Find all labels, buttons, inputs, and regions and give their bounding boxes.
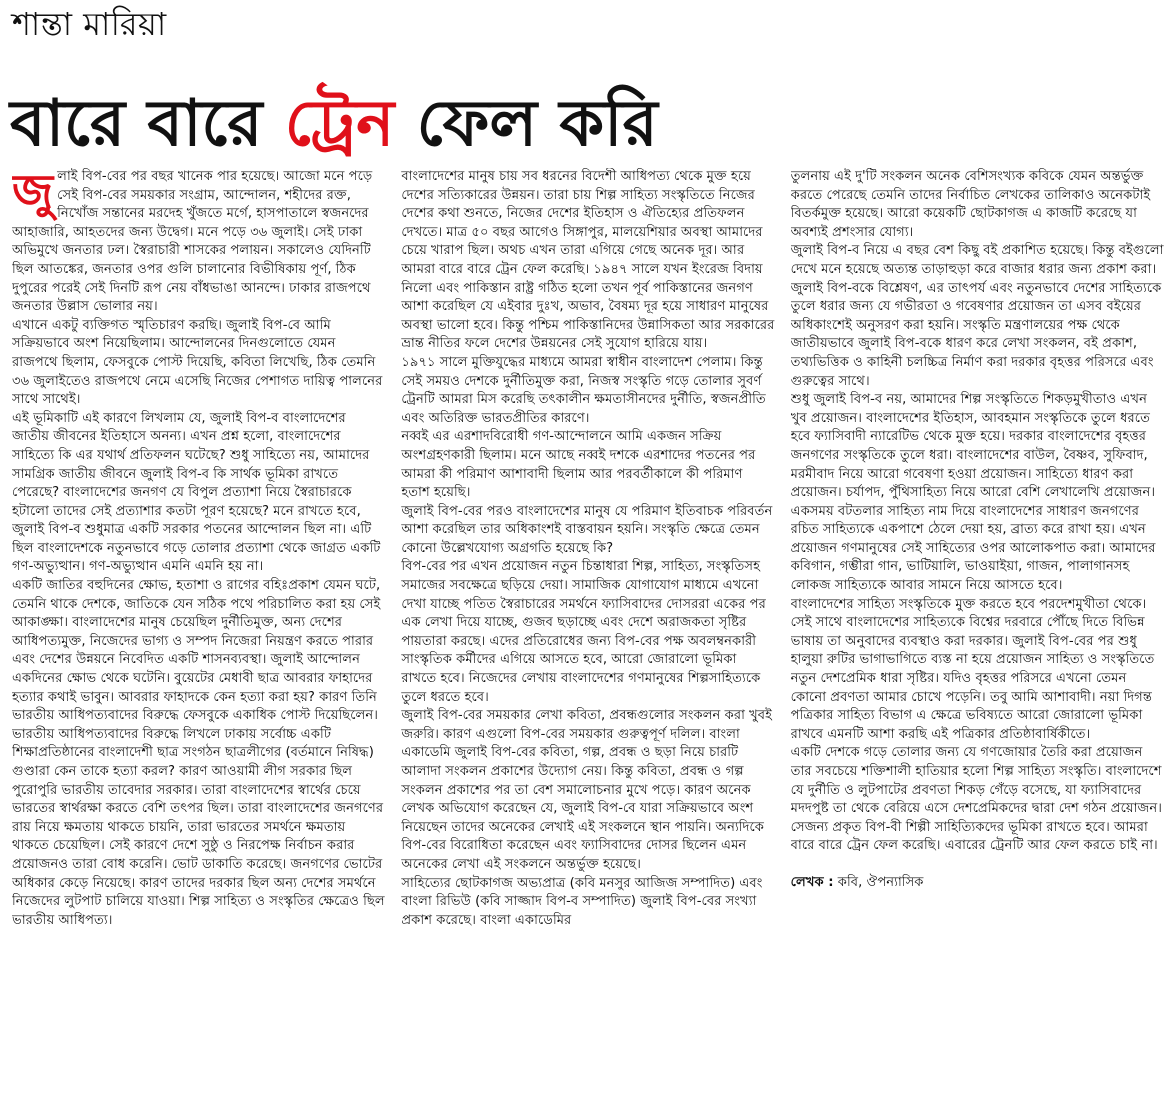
paragraph: জুলাই বিপ-ব নিয়ে এ বছর বেশ কিছু বই প্রকাশিত হয়েছে। কিন্তু বইগুলো দেখে মনে হয়েছে অত্যন্ত তাড়াহুড়া করে বাজার ধরার জন্য প্রকাশ করা। জুলাই বিপ-বকে বিশ্লেষণ, এর তাৎপর্য এবং নতুনভাবে দেশের সাহিত্যকে তুলে ধরার জন্য যে গভীরতা ও গবেষণার প্রয়োজন তা এসব বইয়ের অধিকাংশেই অনুসরণ করা হয়নি। সংস্কৃতি মন্ত্রণালয়ের পক্ষ থেকে জাতীয়ভাবে জুলাই বিপ-বকে ধারণ করে লেখা সংকলন, বই প্রকাশ, তথ্যভিত্তিক ও কাহিনী চলচ্চিত্র নির্মাণ করা দরকার বৃহত্তর পরিসরে এবং গুরুত্বের সাথে। [790,243,1164,389]
paragraph: এই ভূমিকাটি এই কারণে লিখলাম যে, জুলাই বিপ-ব বাংলাদেশের জাতীয় জীবনের ইতিহাসে অনন্য। এখন প্রশ্ন হলো, বাংলাদেশের সাহিত্যে কি এর যথার্থ প্রতিফলন ঘটেছে? শুধু সাহিত্যে নয়, আমাদের সামগ্রিক জাতীয় জীবনে জুলাই বিপ-ব কি সার্থক ভূমিকা রাখতে পেরেছে? বাংলাদেশের জনগণ যে বিপুল প্রত্যাশা নিয়ে স্বৈরাচারকে হটালো তাদের সেই প্রত্যাশার কতটা পূরণ হয়েছে? মনে রাখতে হবে, জুলাই বিপ-ব শুধুমাত্র একটি সরকার পতনের আন্দোলন ছিল না। এটি ছিল বাংলাদেশকে নতুনভাবে গড়ে তোলার প্রত্যাশা থেকে জাগ্রত একটি গণ-অভ্যুত্থান। গণ-অভ্যুত্থান এমনি এমনি হয় না। [12,410,381,575]
paragraph: জুলাই বিপ-বের সময়কার লেখা কবিতা, প্রবন্ধগুলোর সংকলন করা খুবই জরুরি। কারণ এগুলো বিপ-বের সময়কার গুরুত্বপূর্ণ দলিল। বাংলা একাডেমি জুলাই বিপ-বের কবিতা, গল্প, প্রবন্ধ ও ছড়া নিয়ে চারটি আলাদা সংকলন প্রকাশের উদ্যোগ নেয়। কিন্তু কবিতা, প্রবন্ধ ও গল্প সংকলন প্রকাশের পর তা বেশ সমালোচনার মুখে পড়ে। কারণ অনেক লেখক অভিযোগ করেছেন যে, জুলাই বিপ-বে যারা সক্রিয়ভাবে অংশ নিয়েছেন তাদের অনেকের লেখাই এই সংকলনে স্থান পায়নি। অন্যদিকে বিপ-বের বিরোধিতা করেছেন এবং ফ্যাসিবাদের দোসর ছিলেন এমন অনেকের লেখা এই সংকলনে অন্তর্ভুক্ত হয়েছে। [401,708,772,872]
headline-part-1: বারে বারে [10,87,285,161]
paragraph: বিপ-বের পর এখন প্রয়োজন নতুন চিন্তাধারা শিল্প, সাহিত্য, সংস্কৃতিসহ সমাজের সবক্ষেত্রে ছড়িয়ে দেয়া। সামাজিক যোগাযোগ মাধ্যমে এখনো দেখা যাচ্ছে পতিত স্বৈরাচারের সমর্থনে ফ্যাসিবাদের দোসররা একের পর এক লেখা দিয়ে যাচ্ছে, গুজব ছড়াচ্ছে এবং দেশে অরাজকতা সৃষ্টির পায়তারা করছে। এদের প্রতিরোধের জন্য বিপ-বের পক্ষ অবলম্বনকারী সাংস্কৃতিক কর্মীদের এগিয়ে আসতে হবে, আরো জোরালো ভূমিকা রাখতে হবে। নিজেদের লেখায় বাংলাদেশের গণমানুষের শিল্পসাহিত্যকে তুলে ধরতে হবে। [401,559,766,705]
drop-cap: জু [12,168,54,218]
author-byline [791,874,1164,893]
paragraph: নব্বই এর এরশাদবিরোধী গণ-আন্দোলনে আমি একজন সক্রিয় অংশগ্রহণকারী ছিলাম। মনে আছে নব্বই দশকে এরশাদের পতনের পর আমরা কী পরিমাণ আশাবাদী ছিলাম আর পরবর্তীকালে কী পরিমাণ হতাশ হয়েছি। [401,429,756,501]
paragraph: বাংলাদেশের মানুষ চায় সব ধরনের বিদেশী আধিপত্য থেকে মুক্ত হয়ে দেশের সত্যিকারের উন্নয়ন। তারা চায় শিল্প সাহিত্য সংস্কৃতিতে নিজের দেশের কথা শুনতে, নিজের দেশের ইতিহাস ও ঐতিহ্যের প্রতিফলন দেখতে। মাত্র ৫০ বছর আগেও সিঙ্গাপুর, মালয়েশিয়ার অবস্থা আমাদের চেয়ে খারাপ ছিল। অথচ এখন তারা এগিয়ে গেছে অনেক দূর। আর আমরা বারে বারে ট্রেন ফেল করেছি। ১৯৪৭ সালে যখন ইংরেজ বিদায় নিলো এবং পাকিস্তান রাষ্ট্র গঠিত হলো তখন পূর্ব পাকিস্তানের জনগণ আশা করেছিল যে এইবার দুঃখ, অভাব, বৈষম্য দূর হয়ে সাধারণ মানুষের অবস্থা ভালো হবে। কিন্তু পশ্চিম পাকিস্তানিদের উন্নাসিকতা আর সরকারের ভ্রান্ত নীতির ফলে দেশের উন্নয়নের সেই সুযোগ হারিয়ে যায়। [401,169,775,352]
paragraph: সাহিত্যের ছোটকাগজ অভ্যপ্রাত্র (কবি মনসুর আজিজ সম্পাদিত) এবং বাংলা রিভিউ (কবি সাজ্জাদ বিপ-ব সম্পাদিত) জুলাই বিপ-বের সংখ্যা প্রকাশ করেছে। বাংলা একাডেমির [401,875,763,928]
paragraph: এখানে একটু ব্যক্তিগত স্মৃতিচারণ করছি। জুলাই বিপ-বে আমি সক্রিয়ভাবে অংশ নিয়েছিলাম। আন্দোলনের দিনগুলোতে যেমন রাজপথে ছিলাম, ফেসবুকে পোস্ট দিয়েছি, কবিতা লিখেছি, ঠিক তেমনি ৩৬ জুলাইতেও রাজপথে নেমে এসেছি নিজের পেশাগত দায়িত্ব পালনের সাথে সাথেই। [12,317,383,408]
article-column-3 [791,168,1164,1114]
paragraph [12,168,385,317]
byline-label: লেখক : [790,874,834,890]
author-name: শান্তা মারিয়া [12,5,167,43]
byline-text: কবি, ঔপন্যাসিক [833,874,924,890]
paragraph: তুলনায় এই দু'টি সংকলন অনেক বেশিসংখ্যক কবিকে যেমন অন্তর্ভুক্ত করতে পেরেছে তেমনি তাদের নির্বাচিত লেখকের তালিকাও অনেকটাই বিতর্কমুক্ত হয়েছে। আরো কয়েকটি ছোটকাগজ এ কাজটি করেছে যা অবশ্যই প্রশংসার যোগ্য। [790,169,1151,240]
article-column-1 [12,168,385,1114]
paragraph: জুলাই বিপ-বের পরও বাংলাদেশের মানুষ যে পরিমাণ ইতিবাচক পরিবর্তন আশা করেছিল তার অধিকাংশই বাস্তবায়ন হয়নি। সংস্কৃতি ক্ষেত্রে তেমন কোনো উল্লেখযোগ্য অগ্রগতি হয়েছে কি? [401,503,773,556]
paragraph: একটি জাতির বহুদিনের ক্ষোভ, হতাশা ও রাগের বহিঃপ্রকাশ যেমন ঘটে, তেমনি থাকে দেশকে, জাতিকে যেন সঠিক পথে পরিচালিত করা হয় সেই আকাঙ্ক্ষা। বাংলাদেশের মানুষ চেয়েছিল দুর্নীতিমুক্ত, অন্য দেশের আধিপত্যমুক্ত, নিজেদের ভাগ্য ও সম্পদ নিজেরা নিয়ন্ত্রণ করতে পারার এবং দেশের উন্নয়নে নিবেদিত একটি শাসনব্যবস্থা। জুলাই আন্দোলন একদিনের ক্ষোভ থেকে ঘটেনি। বুয়েটের মেধাবী ছাত্র আবরার ফাহাদের হত্যার কথাই ভাবুন। আবরার ফাহাদকে কেন হত্যা করা হয়? কারণ তিনি ভারতীয় আধিপত্যবাদের বিরুদ্ধে ফেসবুকে একাধিক পোস্ট দিয়েছিলেন। ভারতীয় আধিপত্যবাদের বিরুদ্ধে লিখলে ঢাকায় সর্বোচ্চ একটি শিক্ষাপ্রতিষ্ঠানের বাংলাদেশী ছাত্র সংগঠন ছাত্রলীগের (বর্তমানে নিষিদ্ধ) গুণ্ডারা কেন তাকে হত্যা করল? কারণ আওয়ামী লীগ সরকার ছিল পুরোপুরি ভারতীয় তাবেদার সরকার। তারা বাংলাদেশের স্বার্থের চেয়ে ভারতের স্বার্থরক্ষা করতে বেশি তৎপর ছিল। তারা বাংলাদেশের জনগণের রায় নিয়ে ক্ষমতায় থাকতে চায়নি, তারা ভারতের সমর্থনে ক্ষমতায় থাকতে চেয়েছিল। সেই কারণে দেশে সুষ্ঠু ও নিরপেক্ষ নির্বাচন করার প্রয়োজনও তারা বোধ করেনি। ভোট ডাকাতি করেছে। জনগণের ভোটের অধিকার কেড়ে নিয়েছে। কারণ তাদের দরকার ছিল অন্য দেশের সমর্থনে নিজেদের লুটপাট চালিয়ে যাওয়া। শিল্প সাহিত্য ও সংস্কৃতির ক্ষেত্রেও ছিল ভারতীয় আধিপত্য। [12,578,385,928]
paragraph: বাংলাদেশের সাহিত্য সংস্কৃতিকে মুক্ত করতে হবে পরদেশমুখীতা থেকে। সেই সাথে বাংলাদেশের সাহিত্যকে বিশ্বের দরবারে পৌঁছে দিতে বিভিন্ন ভাষায় তা অনুবাদের ব্যবস্থাও করা দরকার। জুলাই বিপ-বের পর শুধু হালুয়া রুটির ভাগাভাগিতে ব্যস্ত না হয়ে প্রয়োজন সাহিত্য ও সংস্কৃতিতে নতুন দেশপ্রেমিক ধারা সৃষ্টির। যদিও বৃহত্তর পরিসরে এখনো তেমন কোনো প্রবণতা আমার চোখে পড়েনি। তবু আমি আশাবাদী। নয়া দিগন্ত পত্রিকার সাহিত্য বিভাগ এ ক্ষেত্রে ভবিষ্যতে আরো জোরালো ভূমিকা রাখবে এমনটি আশা করছি এই পত্রিকার প্রতিষ্ঠাবার্ষিকীতে। [790,596,1155,742]
paragraph: ১৯৭১ সালে মুক্তিযুদ্ধের মাধ্যমে আমরা স্বাধীন বাংলাদেশ পেলাম। কিন্তু সেই সময়ও দেশকে দুর্নীতিমুক্ত করা, নিজস্ব সংস্কৃতি গড়ে তোলার সুবর্ণ ট্রেনটি আমরা মিস করেছি তৎকালীন ক্ষমতাসীনদের দুর্নীতি, স্বজনপ্রীতি এবং অতিরিক্ত ভারতপ্রীতির কারণে। [401,354,766,426]
article-column-2 [401,168,774,1114]
paragraph: একটি দেশকে গড়ে তোলার জন্য যে গণজোয়ার তৈরি করা প্রয়োজন তার সবচেয়ে শক্তিশালী হাতিয়ার হলো শিল্প সাহিত্য সংস্কৃতি। বাংলাদেশে যে দুর্নীতি ও লুটপাটের প্রবণতা শিকড় গেঁড়ে বসেছে, যা ফ্যাসিবাদের মদদপুষ্ট তা থেকে বেরিয়ে এসে দেশপ্রেমিকদের দ্বারা দেশ গঠন প্রয়োজন। সেজন্য প্রকৃত বিপ-বী শিল্পী সাহিত্যিকদের ভূমিকা রাখতে হবে। আমরা বারে বারে ট্রেন ফেল করেছি। এবারের ট্রেনটি আর ফেল করতে চাই না। [790,745,1162,854]
headline [10,78,658,170]
article-body [12,168,1164,1114]
paragraph: শুধু জুলাই বিপ-ব নয়, আমাদের শিল্প সংস্কৃতিতে শিকড়মুখীতাও এখন খুব প্রয়োজন। বাংলাদেশের ইতিহাস, আবহমান সংস্কৃতিকে তুলে ধরতে হবে ফ্যাসিবাদী ন্যারেটিভ থেকে মুক্ত হয়ে। দরকার বাংলাদেশের বৃহত্তর জনগণের সংস্কৃতিকে তুলে ধরা। বাংলাদেশের বাউল, বৈষ্ণব, সুফিবাদ, মরমীবাদ নিয়ে আরো গবেষণা হওয়া প্রয়োজন। সাহিত্যে ধারণ করা প্রয়োজন। চর্যাপদ, পুঁথিসাহিত্য নিয়ে আরো বেশি লেখালেখি প্রয়োজন। একসময় বটতলার সাহিত্য নাম দিয়ে বাংলাদেশের সাধারণ জনগণের রচিত সাহিত্যকে একপাশে ঠেলে দেয়া হয়, ব্রাত্য করে রাখা হয়। এখন প্রয়োজন গণমানুষের সেই সাহিত্যের ওপর আলোকপাত করা। আমাদের কবিগান, গম্ভীরা গান, ভাটিয়ালি, ভাওয়াইয়া, গাজন, পালাগানসহ লোকজ সাহিত্যকে আবার সামনে নিয়ে আসতে হবে। [790,392,1156,594]
headline-highlight: ট্রেন [284,87,395,161]
headline-part-2: ফেল করি [394,87,658,161]
paragraph-text: লাই বিপ-বের পর বছর খানেক পার হয়েছে। আজো মনে পড়ে সেই বিপ-বের সময়কার সংগ্রাম, আন্দোলন, শহীদের রক্ত, নিখোঁজ সন্তানের মরদেহ খুঁজতে মর্গে, হাসপাতালে স্বজনদের আহাজারি, আহতদের জন্য উদ্বেগ। মনে পড়ে ৩৬ জুলাই। সেই ঢাকা অভিমুখে জনতার ঢল। স্বৈরাচারী শাসকের পলায়ন। সকালেও যেদিনটি ছিল আতঙ্কের, জনতার ওপর গুলি চালানোর বিভীষিকায় পূর্ণ, ঠিক দুপুরের পরেই সেই দিনটি রূপ নেয় বাঁধভাঙা আনন্দে। ঢাকার রাজপথে জনতার উল্লাস ভোলার নয়। [12,169,373,315]
